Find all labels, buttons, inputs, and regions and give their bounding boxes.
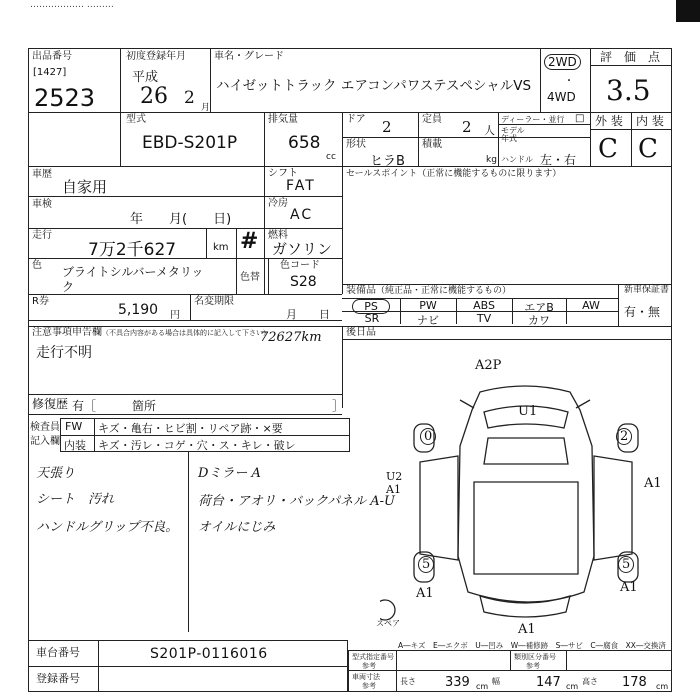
diag-top: A2P (475, 358, 502, 373)
inspector-label-1: 検査員 (30, 422, 60, 433)
dims-length-label: 長さ (400, 677, 416, 686)
recycle-unit: 円 (170, 310, 180, 321)
diag-right: A1 (644, 476, 662, 491)
color-code-label: 色コード (280, 260, 320, 271)
equipment-divider (456, 298, 457, 311)
load-label: 積載 (422, 139, 442, 150)
dealer-value[interactable]: □ (575, 113, 585, 124)
equipment-item: エアB (524, 301, 554, 314)
drive-dot: ・ (564, 76, 574, 87)
inspection-value: 年 月( 日) (130, 212, 232, 227)
diag-top2: U1 (518, 404, 538, 419)
color-change-label: 色替 (240, 272, 260, 283)
equipment-divider (566, 311, 567, 324)
displacement-value: 658 (288, 133, 321, 153)
mileage-mark: # (240, 228, 259, 254)
right-panel (594, 456, 632, 560)
diag-c1: 0 (420, 428, 436, 445)
capacity-value: 2 (462, 118, 472, 136)
name-change-label: 名変期限 (194, 296, 234, 307)
interior-label: 内 装 (636, 114, 664, 128)
usage-label: 車歴 (32, 169, 52, 180)
equipment-divider (512, 311, 513, 324)
mileage-label: 走行 (32, 230, 52, 241)
color-value-1: ブライトシルバーメタリッ (62, 265, 204, 279)
warranty-label: 新車保証書 (624, 285, 670, 295)
inspector-note-line: 荷台・アオリ・バックパネル A-U (198, 494, 395, 509)
chassis-value: S201P-0116016 (150, 646, 268, 662)
interior-value: C (638, 134, 658, 164)
displacement-label: 排気量 (268, 114, 298, 125)
corner-mark (676, 0, 700, 22)
grade-value: 3.5 (606, 74, 651, 107)
repair-history-label: 修復歴 (32, 397, 69, 411)
capacity-label: 定員 (422, 114, 442, 125)
car-name-value: ハイゼットトラック エアコンパワステスペシャルVS (216, 78, 532, 94)
notes-handwritten-mileage: 72627km (260, 330, 322, 345)
fuel-value: ガソリン (272, 240, 333, 258)
car-name-label: 車名・グレード (214, 51, 284, 62)
model-label: 型式 (126, 114, 146, 125)
fuel-label: 燃料 (268, 230, 288, 241)
inspector-note-line: 天張り (36, 466, 76, 481)
first-reg-label: 初度登録年月 (126, 51, 186, 62)
dims-width: 147 (536, 675, 561, 690)
inspector-note-line: ハンドルグリップ不良。 (36, 520, 179, 535)
category-no-label: 類別区分番号 (514, 653, 556, 661)
name-change-value: 月 日 (286, 308, 330, 321)
arrow-ul (460, 400, 474, 408)
cooling-label: 冷房 (268, 198, 288, 209)
recycle-value: 5,190 (118, 302, 159, 318)
arrow-ur (576, 400, 590, 408)
first-reg-year: 26 (140, 84, 168, 109)
diag-c5l: 5 (418, 556, 434, 573)
equipment-label-sub: （純正品・正常に機能するもの） (376, 286, 512, 296)
displacement-unit: cc (326, 152, 336, 162)
equipment-item: PS (352, 299, 390, 314)
diag-c5r: 5 (618, 556, 634, 573)
diag-bl: A1 (416, 586, 434, 601)
dealer-label: ディーラー・並行 (501, 115, 565, 124)
model-designation-sub: 参考 (362, 662, 376, 670)
legend: A―キズ E―エクボ U―凹み W―補修跡 S―サビ C―腐食 XX―交換済 (398, 641, 666, 650)
dims-width-unit: cm (566, 682, 579, 691)
warranty-value: 有・無 (624, 305, 661, 319)
equipment-label (346, 285, 511, 297)
equipment-divider (512, 298, 513, 311)
inspector-fw: FW (65, 420, 83, 433)
inspector-note-line: オイルにじみ (198, 520, 276, 535)
category-no-sub: 参考 (526, 662, 540, 670)
diag-br: A1 (620, 580, 638, 595)
repair-history-value: 有［ 箇所 (72, 399, 157, 413)
dims-height-label: 高さ (582, 677, 598, 686)
rear-bumper (480, 596, 570, 617)
equipment-item: ABS (473, 299, 495, 312)
inspector-int: 内装 (64, 439, 86, 452)
model-designation-label: 型式指定番号 (352, 653, 394, 661)
inspector-label-2: 記入欄 (30, 436, 60, 447)
cab-roof (484, 438, 568, 464)
equipment-label-main: 装備品 (346, 285, 376, 296)
inspector-note-line: Dミラー A (198, 466, 261, 481)
first-reg-month-unit: 月 (201, 103, 211, 113)
handle-value: 左・右 (540, 153, 577, 167)
dims-length-unit: cm (476, 682, 489, 691)
mileage-value: 7万2千627 (88, 240, 177, 260)
equipment-item: SR (364, 312, 380, 325)
drive-4wd: 4WD (547, 90, 576, 104)
shift-value: FAT (286, 178, 316, 194)
color-label: 色 (32, 260, 42, 271)
handle-label: ハンドル (501, 155, 533, 164)
equipment-item: カワ (528, 314, 550, 327)
dims-sub: 参考 (362, 682, 376, 690)
drive-2wd (544, 54, 581, 70)
diag-bottom: A1 (518, 622, 536, 637)
equipment-divider (456, 311, 457, 324)
exterior-value: C (598, 134, 618, 164)
exterior-label: 外 装 (595, 114, 623, 128)
dims-label: 車両寸法 (352, 673, 380, 681)
left-panel (420, 456, 458, 560)
equipment-divider (400, 311, 401, 324)
color-code-value: S28 (290, 274, 317, 290)
diag-left: U2 A1 (386, 470, 403, 496)
equipment-item: AW (582, 299, 600, 312)
color-value-2: ク (62, 280, 75, 294)
notes-label-main: 注意事項申告欄 (32, 327, 102, 338)
mileage-unit: km (213, 242, 229, 253)
inspector-note-line: シート 汚れ (36, 492, 115, 507)
model-year-label: モデル年式 (501, 126, 525, 143)
first-reg-month: 2 (184, 88, 195, 108)
dims-length: 339 (445, 675, 470, 690)
notes-unknown-mileage: 走行不明 (36, 345, 92, 361)
after-fit-label: 後日品 (346, 327, 376, 338)
diag-spare: スペア (376, 619, 400, 628)
doors-label: ドア (346, 114, 366, 125)
equipment-divider (566, 298, 567, 311)
dims-height: 178 (622, 675, 647, 690)
rear-bed (474, 482, 578, 574)
notes-label-sub: （不具合内容がある場合は具体的に記入して下さい） (102, 329, 270, 337)
dims-width-label: 幅 (492, 677, 500, 686)
inspection-label: 車検 (32, 199, 52, 210)
equipment-item: TV (476, 312, 492, 325)
recycle-label: R券 (32, 296, 49, 307)
equipment-item: ナビ (417, 314, 439, 327)
shift-label: シフト (268, 168, 298, 179)
drive-2wd-label: 2WD (548, 55, 577, 69)
model-value: EBD-S201P (142, 133, 238, 153)
grade-label: 評 価 点 (600, 50, 661, 64)
sales-points-label: セールスポイント（正常に機能するものに限ります） (346, 169, 562, 179)
chassis-label: 車台番号 (36, 646, 80, 659)
diag-c2: 2 (616, 428, 632, 445)
lot-number: 2523 (34, 84, 96, 112)
lot-sub: [1427] (33, 67, 67, 78)
equipment-divider (400, 298, 401, 311)
doors-value: 2 (382, 118, 392, 136)
notes-label (32, 327, 270, 339)
shape-value: ヒラB (370, 154, 405, 169)
cooling-value: AC (290, 207, 314, 223)
repair-history-close: ］ (332, 399, 345, 413)
header-strip: ……………… ……… (30, 0, 114, 10)
equipment-item: PW (419, 299, 437, 312)
shape-label: 形状 (346, 139, 366, 150)
usage-value: 自家用 (62, 178, 108, 196)
registration-label: 登録番号 (36, 672, 80, 685)
lot-label: 出品番号 (32, 51, 72, 62)
capacity-unit: 人 (484, 124, 495, 137)
inspector-fw-items: キズ・亀右・ヒビ割・リペア跡・×要 (98, 422, 283, 435)
spare-tire (380, 600, 395, 620)
first-reg-era: 平成 (132, 70, 159, 85)
load-unit: kg (486, 155, 497, 165)
inspector-int-items: キズ・汚レ・コゲ・穴・ス・キレ・破レ (98, 439, 296, 452)
dims-height-unit: cm (656, 682, 669, 691)
